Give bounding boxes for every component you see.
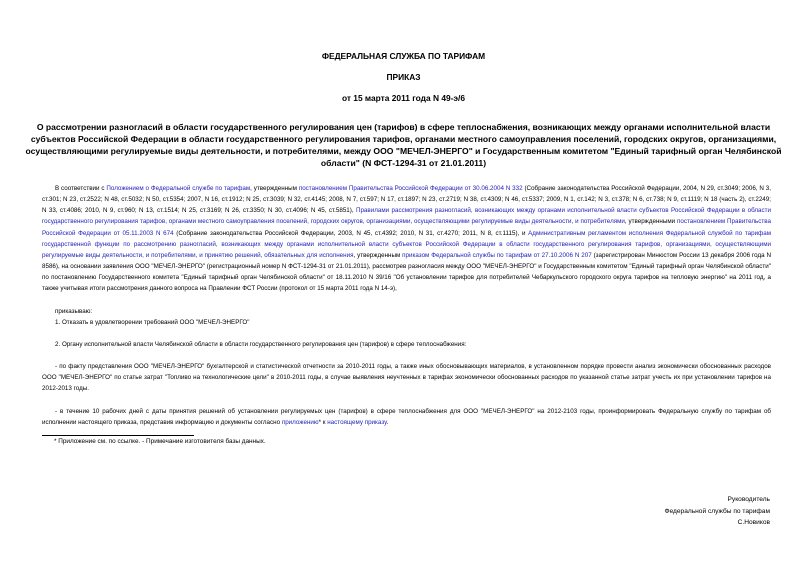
subitem-text: - в течение 10 рабочих дней с даты принятия решений об установлении регулируемых цен (тарифов) в сфере теплоснабжения для ООО "МЕЧЕЛ-ЭНЕРГО" на 2012-2103 годы, проинформировать Федеральную службу по тарифам об исполнении настоящего приказа, представив информацию и документы согласно [42,407,771,426]
signature-block [560,494,770,529]
signature-organization: Федеральной службы по тарифам [664,507,770,515]
order-subitem-analysis: - по факту представления ООО "МЕЧЕЛ-ЭНЕРГО" бухгалтерской и статистической отчетности за 2010-2011 годы, а также иных обосновывающих материалов, в установленном порядке провести анализ экономически обоснованных расходов ООО "МЕЧЕЛ-ЭНЕРГО" по статье затрат "Топливо на технологические цели" в 2010-2011 годы, в случае выявления неучтенных в тарифах экономически обоснованных расходов по указанной статье затрат учесть их при установлении тарифов на 2012-2013 годы. [42,363,771,393]
order-heading: приказываю: [55,307,93,315]
link-fst-order-207[interactable]: приказом Федеральной службы по тарифам от 27.10.2006 N 207 [402,251,592,259]
preamble-text: (Собрание законодательства Российской Федерации, 2004, N 29, ст.3049; 2006, N 3, ст.301; N 23, ст.2522; N 48, ст.5032; N 50, ст.5354; 2007, N 16, ст.1912; N 25, ст.3039; N 32, ст.4145; 2008, N 7, ст.597; N 17, ст.1897; N 23, ст.2719; N 38, ст.4309; N 46, ст.5337; 2009, N 1, ст.142; N 3, ст.378; N 6, ст.738; N 9, ст.1119; N 18 (часть 2), ст.2249; N 33, ст.4086; 2010, N 9, ст.960; N 13, ст.1514; N 25, ст.3169; N 26, ст.3350; N 30, ст.4096; N 45, ст.5851), [42,185,771,215]
document-date-number: от 15 марта 2011 года N 49-э/6 [341,93,466,103]
link-dispute-rules[interactable]: Правилами рассмотрения разногласий, возникающих между органами исполнительной власти субъектов Российской Федерации в области государственного регулирования тарифов, органами местного самоуправления поселений, городских округов, организациями, осуществляющими регулируемые виды деятельности, и потребителями [42,207,771,226]
link-this-order[interactable]: настоящему приказу [327,418,387,426]
document-type: ПРИКАЗ [386,72,421,82]
document-title: О рассмотрении разногласий в области государственного регулирования цен (тарифов) в сфере теплоснабжения, возникающих между органами исполнительной власти субъектов Российской Федерации в области государственного регулирования тарифов, органами местного самоуправления поселений, городских округов, организациями, осуществляющими регулируемые виды деятельности, и потребителями, между ООО "МЕЧЕЛ-ЭНЕРГО" и Государственным комитетом "Единый тарифный орган Челябинской области" (N ФСТ-1294-31 от 21.01.2011) [25,122,782,168]
link-government-decree-332[interactable]: постановлением Правительства Российской Федерации от 30.06.2004 N 332 [298,185,523,192]
signature-position: Руководитель [727,496,770,503]
preamble-text: (зарегистрирован Минюстом России 13 декабря 2006 года N 8586), на основании заявления ООО "МЕЧЕЛ-ЭНЕРГО" (регистрационный номер N ФСТ-1294-31 от 21.01.2011), рассмотрев разногласия между ООО "МЕЧЕЛ-ЭНЕРГО" и Государственным комитетом "Единый тарифный орган Челябинской области" по постановлению Государственного комитета "Единый тарифный орган Челябинской области" от 18.11.2010 N 39/16 "Об установлении тарифов для потребителей Чебаркульского городского округа тарифов на тепловую энергию" на 2011 год, а также учитывая итоги рассмотрения данного вопроса на Правлении ФСТ России (протокол от 15 марта 2011 года N 14-э), [42,251,771,293]
preamble-text: (Собрание законодательства Российской Федерации, 2003, N 45, ст.4392; 2010, N 31, ст.4270; 2011, N 8, ст.1115), и [173,229,529,237]
order-item-2: 2. Органу исполнительной власти Челябинской области в области государственного регулирования цен (тарифов) в сфере теплоснабжения: [55,340,467,348]
document-body [42,183,771,428]
subitem-text: * к [318,418,328,426]
preamble-text: , утвержденными [624,218,678,226]
preamble-text: , утвержденным [250,185,299,192]
link-fst-regulation[interactable]: Положением о Федеральной службе по тарифам [106,185,251,192]
link-administrative-regulation[interactable]: Административным регламентом исполнения Федеральной службой по тарифам государственной функции по рассмотрению разногласий, возникающих между органами исполнительной власти субъектов Российской Федерации в области государственного регулирования тарифов, организациями, осуществляющими регулируемые виды деятельности, и потребителями, и принятию решений, обязательных для исполнения [42,229,771,259]
preamble-text: В соответствии с [55,185,107,192]
preamble-text: , утвержденным [353,251,403,259]
footnote-divider [42,435,194,436]
signature-name: С.Новиков [737,519,770,527]
subitem-text: . [386,418,389,426]
preamble-paragraph [42,183,771,295]
footnote: * Приложение см. по ссылке. - Примечание изготовителя базы данных. [54,438,266,445]
link-government-decree-674[interactable]: постановлением Правительства Российской Федерации от 05.11.2003 N 674 [42,218,771,237]
link-appendix[interactable]: приложению [281,418,319,426]
agency-name: ФЕДЕРАЛЬНАЯ СЛУЖБА ПО ТАРИФАМ [321,51,486,61]
order-subitem-inform [42,406,771,428]
order-item-1: 1. Отказать в удовлетворении требований ООО "МЕЧЕЛ-ЭНЕРГО" [55,318,250,326]
